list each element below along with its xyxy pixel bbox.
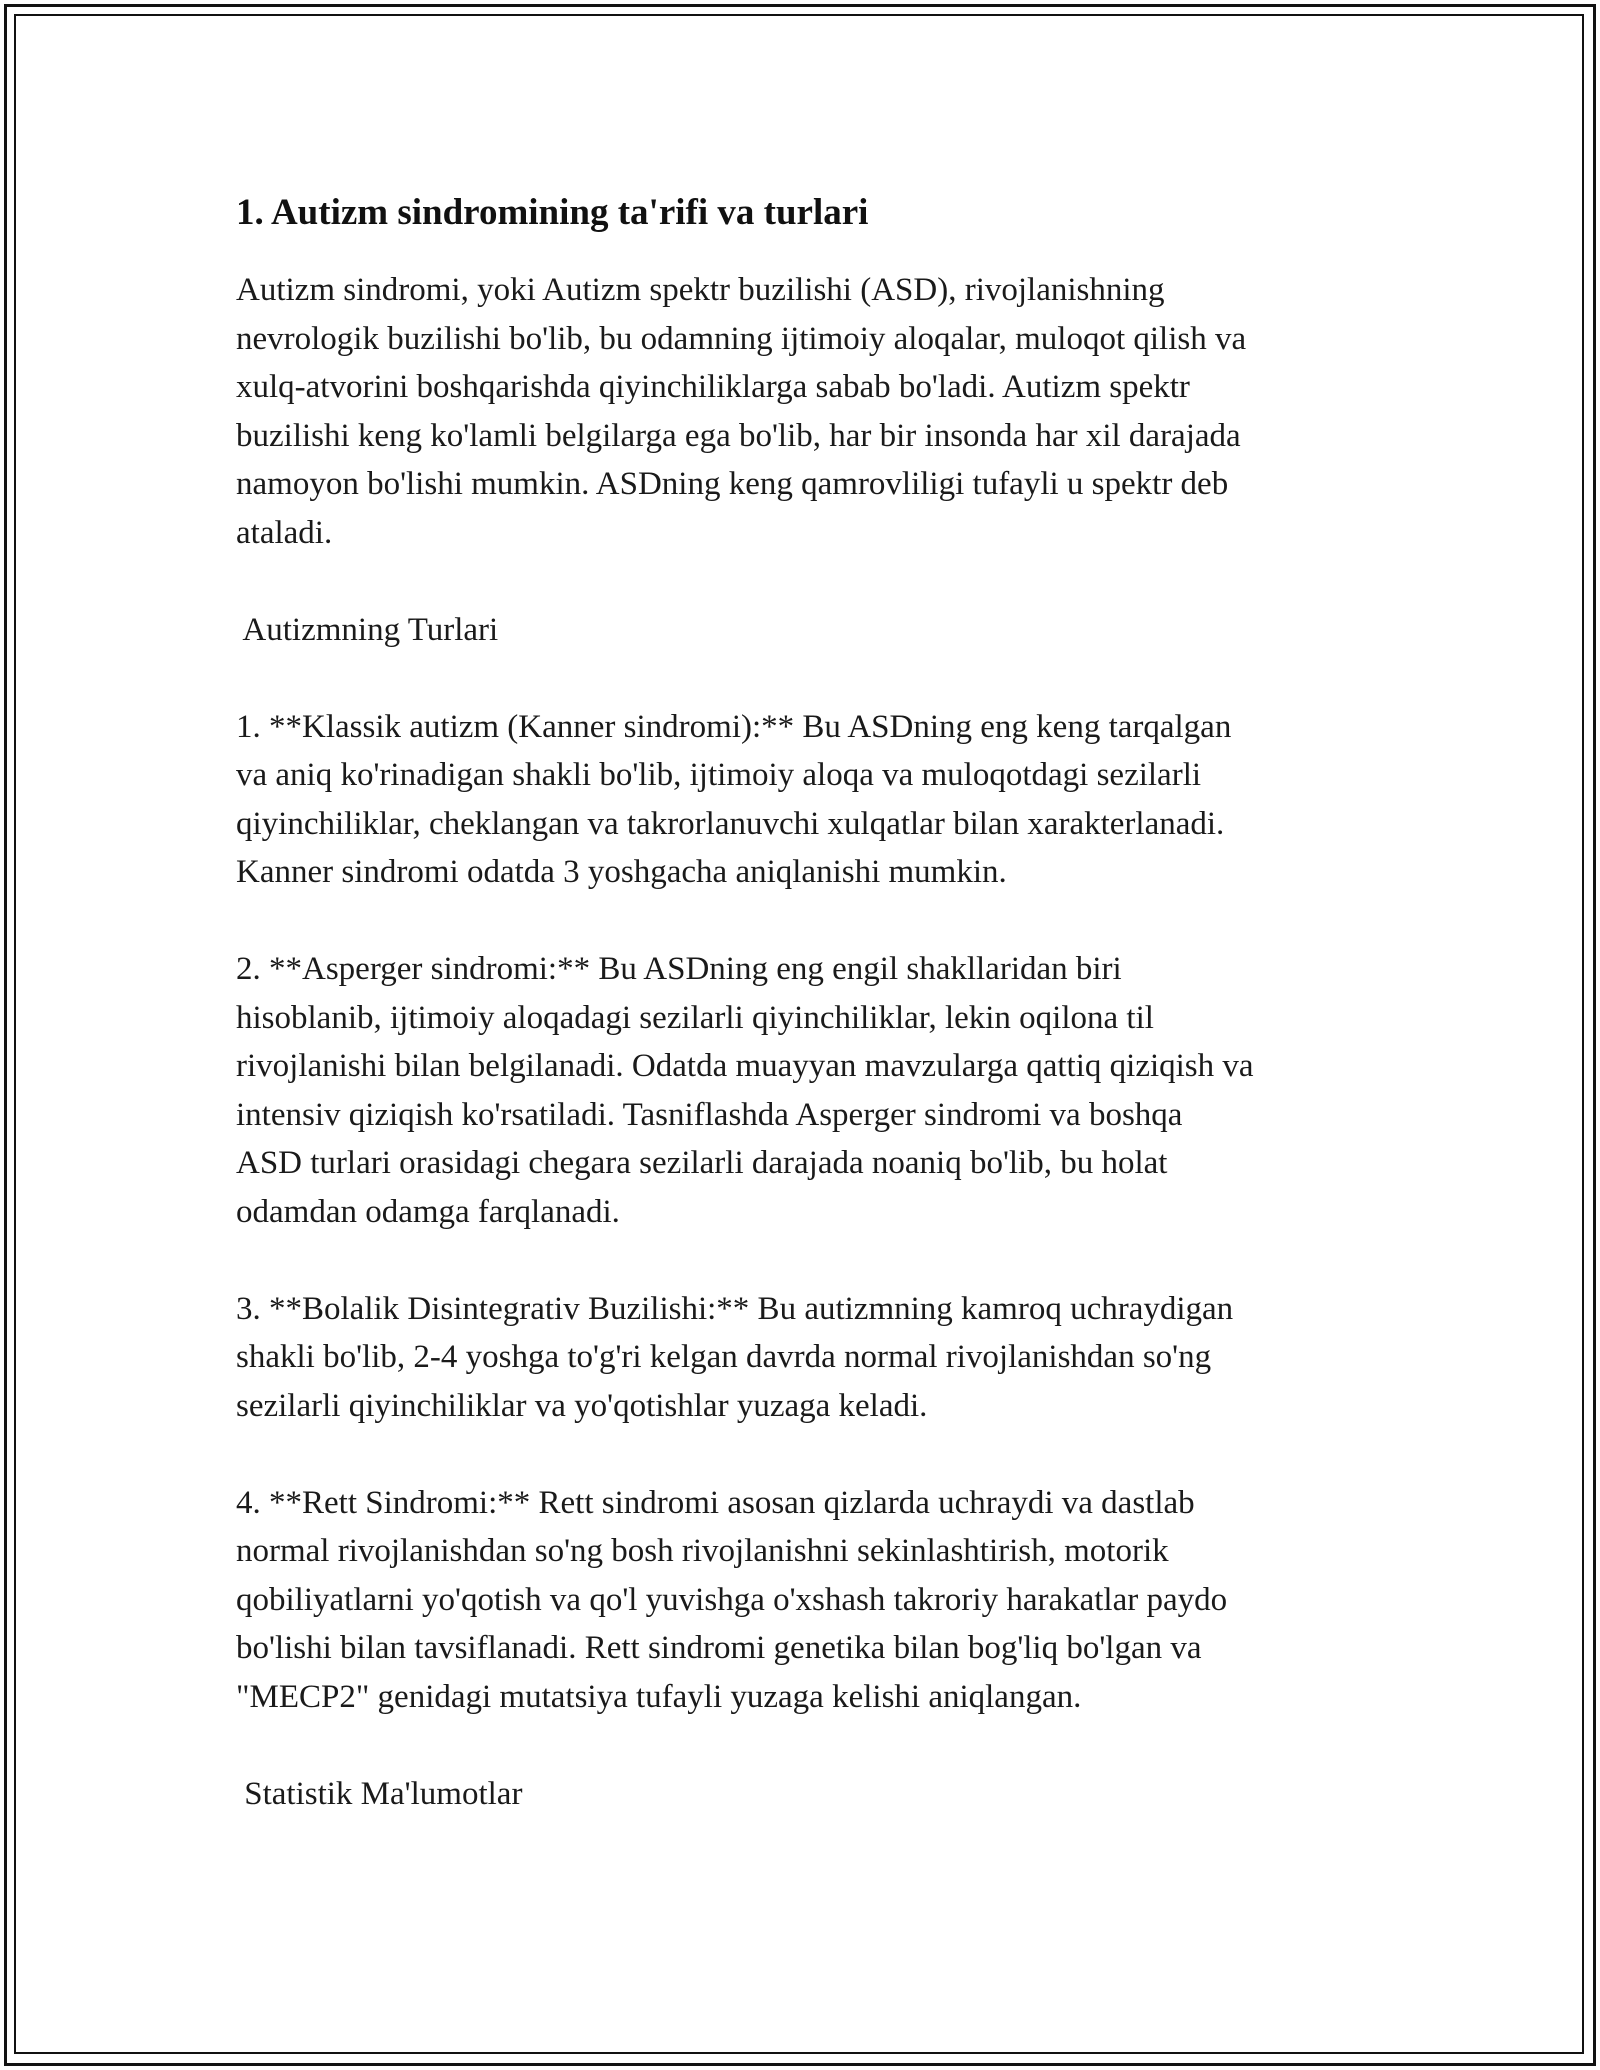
type-item-3: 3. **Bolalik Disintegrativ Buzilishi:** Bu autizmning kamroq uchraydigan shakli bo'lib, 2-4 yoshga to'g'ri kelgan davrda normal rivojlanishdan so'ng sezilarli qiyinchiliklar va yo'qotishlar yuzaga keladi. (236, 1290, 1234, 1424)
spacer (236, 1721, 1386, 1770)
section-title: 1. Autizm sindromining ta'rifi va turlari (236, 192, 869, 233)
document-body (236, 180, 1386, 1818)
type-item-2: 2. **Asperger sindromi:** Bu ASDning eng engil shakllaridan biri hisoblanib, ijtimoiy aloqadagi sezilarli qiyinchiliklar, lekin oqilona til rivojlanishi bilan belgilanadi. Odatda muayyan mavzularga qattiq qiziqish va intensiv qiziqish ko'rsatiladi. Tasniflashda Asperger sindromi va boshqa ASD turlari orasidagi chegara sezilarli darajada noaniq bo'lib, bu holat odamdan odamga farqlanadi. (236, 951, 1254, 1230)
stats-heading: Statistik Ma'lumotlar (236, 1775, 523, 1812)
spacer (236, 1236, 1386, 1285)
spacer (236, 897, 1386, 946)
spacer (236, 557, 1386, 606)
intro-paragraph: Autizm sindromi, yoki Autizm spektr buzilishi (ASD), rivojlanishning nevrologik buzilishi bo'lib, bu odamning ijtimoiy aloqalar, muloqot qilish va xulq-atvorini boshqarishda qiyinchiliklarga sabab bo'ladi. Autizm spektr buzilishi keng ko'lamli belgilarga ega bo'lib, har bir insonda har xil darajada namoyon bo'lishi mumkin. ASDning keng qamrovliligi tufayli u spektr deb ataladi. (236, 272, 1247, 551)
spacer (236, 654, 1386, 703)
type-item-4: 4. **Rett Sindromi:** Rett sindromi asosan qizlarda uchraydi va dastlab normal rivojlanishdan so'ng bosh rivojlanishni sekinlashtirish, motorik qobiliyatlarni yo'qotish va qo'l yuvishga o'xshash takroriy harakatlar paydo bo'lishi bilan tavsiflanadi. Rett sindromi genetika bilan bog'liq bo'lgan va "MECP2" genidagi mutatsiya tufayli yuzaga kelishi aniqlangan. (236, 1484, 1228, 1715)
types-heading: Autizmning Turlari (236, 611, 499, 648)
spacer (236, 1430, 1386, 1479)
type-item-1: 1. **Klassik autizm (Kanner sindromi):** Bu ASDning eng keng tarqalgan va aniq ko'rinadigan shakli bo'lib, ijtimoiy aloqa va muloqotdagi sezilarli qiyinchiliklar, cheklangan va takrorlanuvchi xulqatlar bilan xarakterlanadi. Kanner sindromi odatda 3 yoshgacha aniqlanishi mumkin. (236, 708, 1232, 890)
